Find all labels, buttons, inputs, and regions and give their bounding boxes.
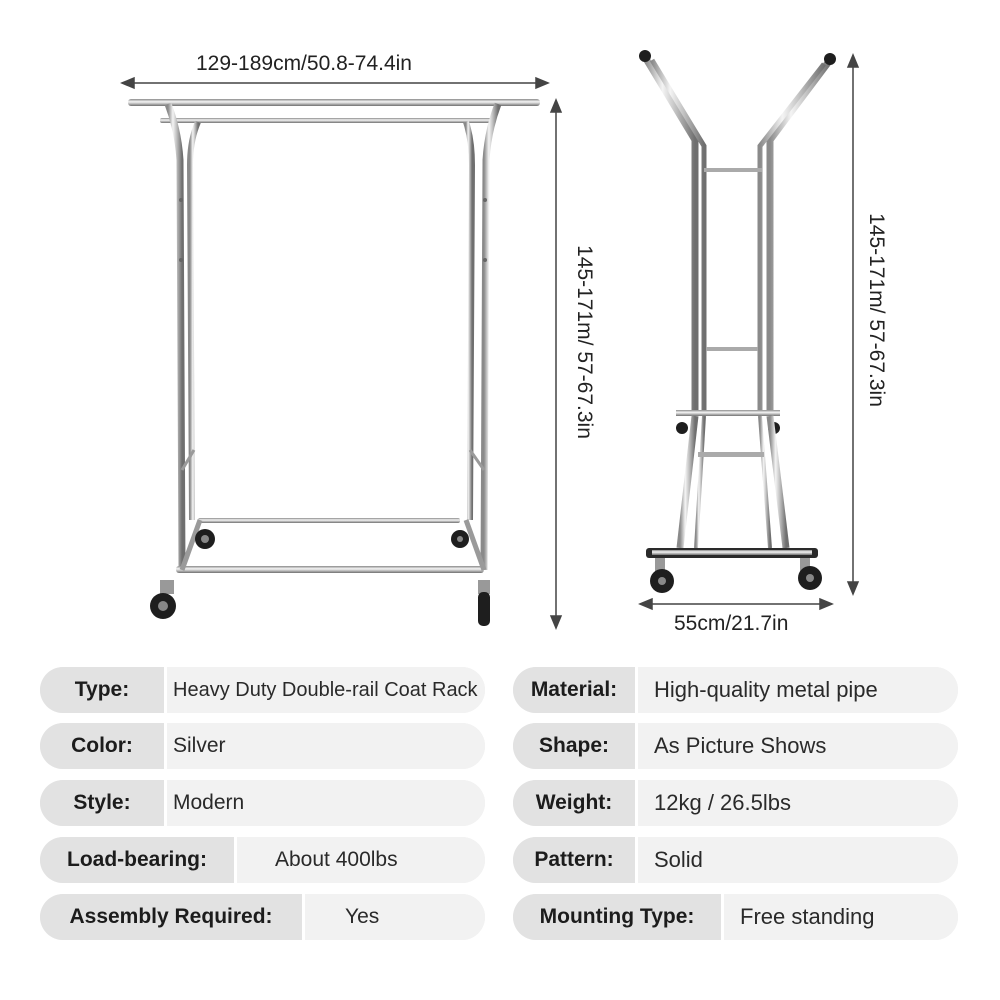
spec-row-shape (513, 723, 958, 769)
spec-value: Free standing (724, 894, 958, 940)
depth-dimension-arrow (640, 599, 832, 609)
spec-row-style (40, 780, 485, 826)
side-height-dimension-arrow (848, 55, 858, 594)
caster-wheel-icon (195, 529, 215, 549)
spec-key: Assembly Required: (40, 894, 305, 940)
spec-key: Style: (40, 780, 167, 826)
spec-value: Modern (167, 780, 485, 826)
spec-row-load-bearing (40, 837, 485, 883)
spec-value: Silver (167, 723, 485, 769)
front-width-label: 129-189cm/50.8-74.4in (196, 52, 412, 75)
spec-row-type (40, 667, 485, 713)
spec-key: Shape: (513, 723, 638, 769)
spec-row-color (40, 723, 485, 769)
spec-value: High-quality metal pipe (638, 667, 958, 713)
spec-row-assembly-required (40, 894, 485, 940)
spec-value: As Picture Shows (638, 723, 958, 769)
caster-wheel-icon (798, 558, 822, 590)
caster-wheel-icon (451, 530, 469, 548)
spec-row-pattern (513, 837, 958, 883)
side-height-label: 145-171m/ 57-67.3in (865, 213, 888, 407)
front-height-label: 145-171m/ 57-67.3in (573, 245, 596, 439)
caster-wheel-icon (478, 580, 490, 626)
spec-value: Heavy Duty Double-rail Coat Rack (167, 667, 485, 713)
spec-key: Type: (40, 667, 167, 713)
spec-key: Material: (513, 667, 638, 713)
caster-wheel-icon (650, 558, 674, 593)
spec-value: Solid (638, 837, 958, 883)
front-height-dimension-arrow (551, 100, 561, 628)
spec-value: About 400lbs (237, 837, 485, 883)
caster-wheel-icon (150, 580, 176, 619)
spec-row-mounting-type (513, 894, 958, 940)
spec-value: 12kg / 26.5lbs (638, 780, 958, 826)
spec-key: Color: (40, 723, 167, 769)
spec-row-material (513, 667, 958, 713)
spec-key: Load-bearing: (40, 837, 237, 883)
spec-key: Pattern: (513, 837, 638, 883)
spec-value: Yes (305, 894, 485, 940)
side-depth-label: 55cm/21.7in (674, 612, 789, 635)
spec-key: Weight: (513, 780, 638, 826)
side-view-rack (639, 50, 836, 593)
spec-row-weight (513, 780, 958, 826)
width-dimension-arrow (122, 78, 548, 88)
spec-key: Mounting Type: (513, 894, 724, 940)
front-view-rack (128, 99, 540, 626)
